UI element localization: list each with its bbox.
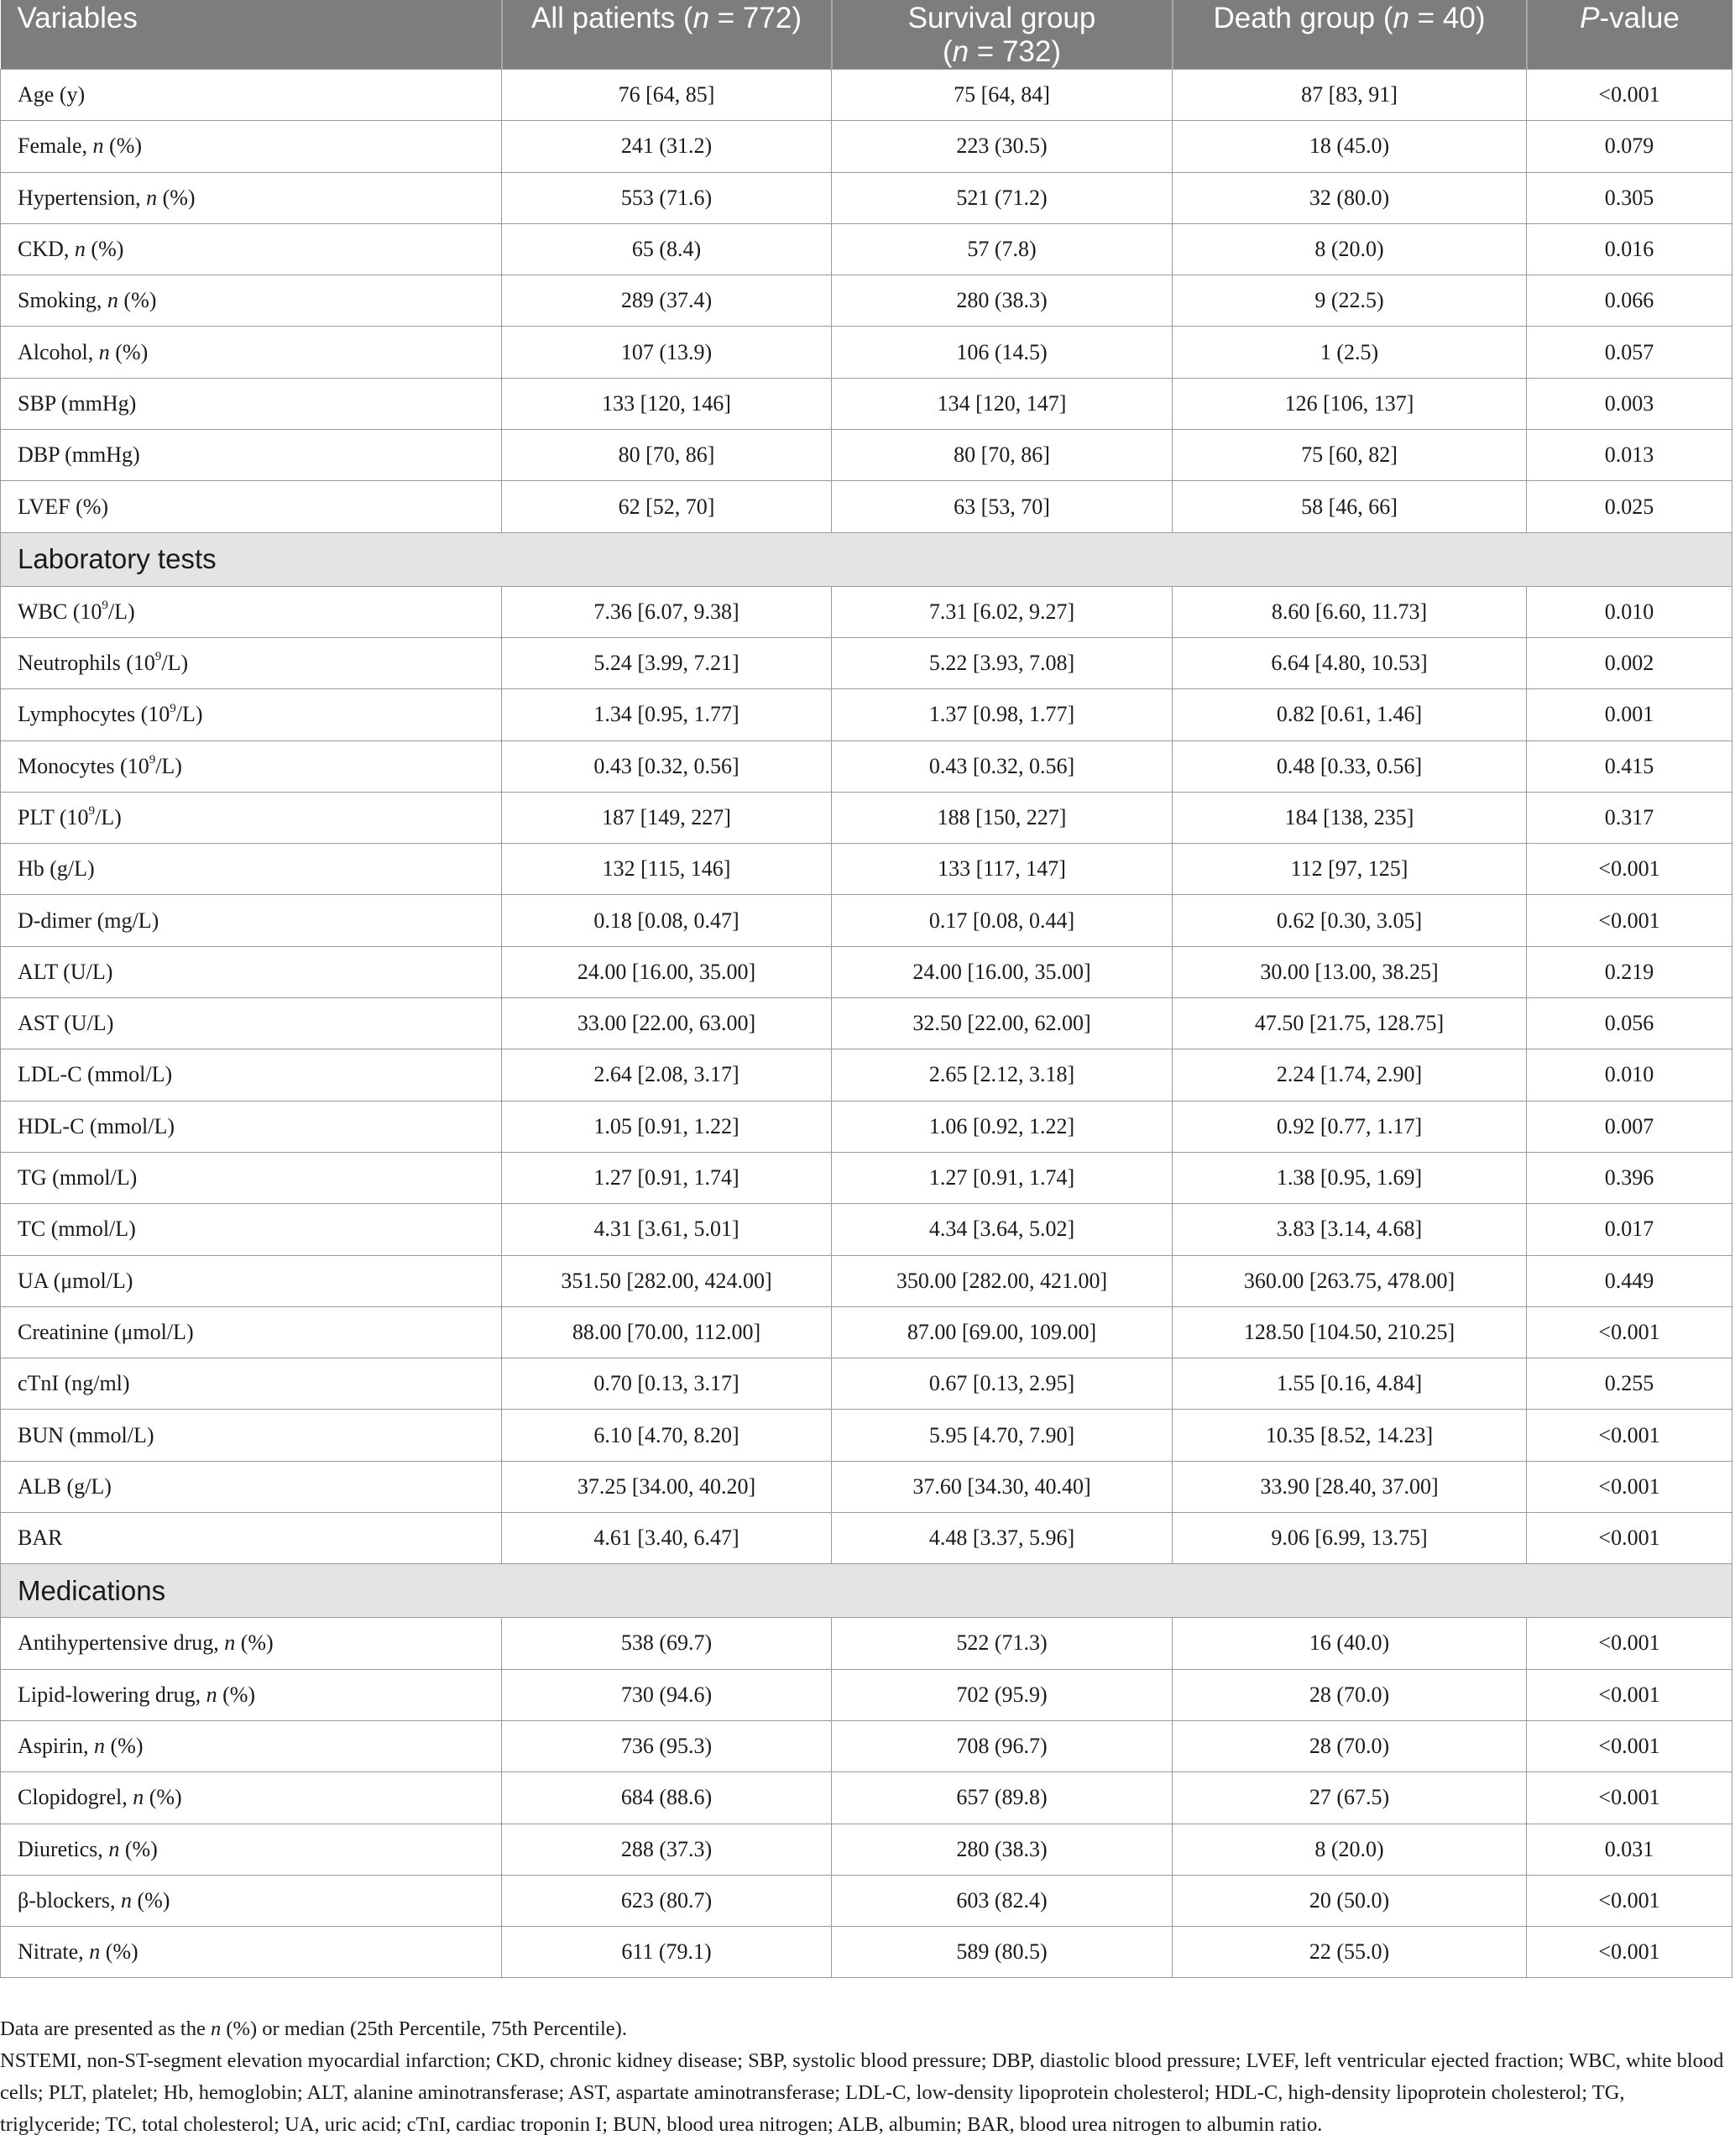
cell-death-group: 9.06 [6.99, 13.75] — [1173, 1513, 1527, 1564]
table-row — [1, 70, 1732, 121]
variable-label: Hypertension, n (%) — [1, 172, 502, 223]
section-title: Medications — [1, 1564, 1732, 1618]
cell-death-group: 47.50 [21.75, 128.75] — [1173, 998, 1527, 1049]
table-row — [1, 1927, 1732, 1978]
header-survival-group: Survival group (n = 732) — [832, 0, 1173, 70]
cell-survival-group: 5.22 [3.93, 7.08] — [832, 637, 1173, 688]
cell-survival-group: 2.65 [2.12, 3.18] — [832, 1049, 1173, 1101]
header-p-value: P-value — [1527, 0, 1732, 70]
variable-label: Nitrate, n (%) — [1, 1927, 502, 1978]
cell-survival-group: 75 [64, 84] — [832, 70, 1173, 121]
cell-death-group: 28 (70.0) — [1173, 1669, 1527, 1720]
cell-all-patients: 351.50 [282.00, 424.00] — [502, 1255, 832, 1306]
cell-all-patients: 553 (71.6) — [502, 172, 832, 223]
table-row — [1, 327, 1732, 378]
cell-p-value: 0.016 — [1527, 223, 1732, 275]
cell-survival-group: 702 (95.9) — [832, 1669, 1173, 1720]
cell-p-value: <0.001 — [1527, 1618, 1732, 1669]
table-row — [1, 481, 1732, 532]
cell-survival-group: 223 (30.5) — [832, 121, 1173, 172]
cell-p-value: 0.317 — [1527, 792, 1732, 843]
cell-death-group: 30.00 [13.00, 38.25] — [1173, 946, 1527, 997]
cell-p-value: <0.001 — [1527, 1720, 1732, 1771]
cell-survival-group: 657 (89.8) — [832, 1772, 1173, 1824]
cell-all-patients: 187 [149, 227] — [502, 792, 832, 843]
table-row — [1, 223, 1732, 275]
cell-all-patients: 107 (13.9) — [502, 327, 832, 378]
cell-all-patients: 24.00 [16.00, 35.00] — [502, 946, 832, 997]
variable-label: ALB (g/L) — [1, 1461, 502, 1512]
cell-death-group: 58 [46, 66] — [1173, 481, 1527, 532]
variable-label: Hb (g/L) — [1, 844, 502, 895]
cell-all-patients: 62 [52, 70] — [502, 481, 832, 532]
header-variables: Variables — [1, 0, 502, 70]
variable-label: BUN (mmol/L) — [1, 1410, 502, 1461]
section-medications — [1, 1564, 1732, 1618]
cell-survival-group: 0.17 [0.08, 0.44] — [832, 895, 1173, 946]
table-row — [1, 946, 1732, 997]
footnote-data-note: Data are presented as the n (%) or median (25th Percentile, 75th Percentile). — [0, 2017, 627, 2040]
cell-all-patients: 538 (69.7) — [502, 1618, 832, 1669]
cell-p-value: 0.001 — [1527, 689, 1732, 740]
cell-p-value: <0.001 — [1527, 1513, 1732, 1564]
cell-all-patients: 684 (88.6) — [502, 1772, 832, 1824]
cell-survival-group: 37.60 [34.30, 40.40] — [832, 1461, 1173, 1512]
cell-all-patients: 0.43 [0.32, 0.56] — [502, 740, 832, 792]
cell-p-value: 0.056 — [1527, 998, 1732, 1049]
variable-label: HDL-C (mmol/L) — [1, 1101, 502, 1152]
variable-label: LVEF (%) — [1, 481, 502, 532]
cell-all-patients: 133 [120, 146] — [502, 378, 832, 429]
cell-p-value: <0.001 — [1527, 1927, 1732, 1978]
cell-death-group: 9 (22.5) — [1173, 275, 1527, 327]
cell-p-value: 0.025 — [1527, 481, 1732, 532]
cell-all-patients: 5.24 [3.99, 7.21] — [502, 637, 832, 688]
cell-all-patients: 730 (94.6) — [502, 1669, 832, 1720]
cell-death-group: 27 (67.5) — [1173, 1772, 1527, 1824]
table-row — [1, 740, 1732, 792]
table-row — [1, 121, 1732, 172]
cell-p-value: <0.001 — [1527, 1875, 1732, 1926]
table-row — [1, 378, 1732, 429]
cell-survival-group: 589 (80.5) — [832, 1927, 1173, 1978]
cell-all-patients: 76 [64, 85] — [502, 70, 832, 121]
variable-label: Creatinine (μmol/L) — [1, 1306, 502, 1358]
cell-all-patients: 1.05 [0.91, 1.22] — [502, 1101, 832, 1152]
cell-p-value: 0.057 — [1527, 327, 1732, 378]
cell-death-group: 0.62 [0.30, 3.05] — [1173, 895, 1527, 946]
footnote-abbreviations: NSTEMI, non-ST-segment elevation myocardial infarction; CKD, chronic kidney disease; SBP, systolic blood pressure; DBP, diastolic blood pressure; LVEF, left ventricular ejected fraction; WBC, white blood cells; PLT, platelet; Hb, hemoglobin; ALT, alanine aminotransferase; AST, aspartate aminotransferase; LDL-C, low-density lipoprotein cholesterol; HDL-C, high-density lipoprotein cholesterol; TG, triglyceride; TC, total cholesterol; UA, uric acid; cTnI, cardiac troponin I; BUN, blood urea nitrogen; ALB, albumin; BAR, blood urea nitrogen to albumin ratio. — [0, 2049, 1724, 2136]
table-row — [1, 1101, 1732, 1152]
cell-survival-group: 57 (7.8) — [832, 223, 1173, 275]
variable-label: Lymphocytes $(10^9/L)$ — [1, 689, 502, 740]
cell-all-patients: 7.36 [6.07, 9.38] — [502, 586, 832, 637]
cell-survival-group: 0.67 [0.13, 2.95] — [832, 1358, 1173, 1410]
variable-label: Age (y) — [1, 70, 502, 121]
cell-p-value: 0.002 — [1527, 637, 1732, 688]
cell-p-value: 0.003 — [1527, 378, 1732, 429]
cell-death-group: 1.38 [0.95, 1.69] — [1173, 1152, 1527, 1203]
cell-p-value: 0.415 — [1527, 740, 1732, 792]
table-row — [1, 172, 1732, 223]
table-row — [1, 275, 1732, 327]
cell-survival-group: 133 [117, 147] — [832, 844, 1173, 895]
cell-all-patients: 33.00 [22.00, 63.00] — [502, 998, 832, 1049]
cell-survival-group: 280 (38.3) — [832, 1824, 1173, 1875]
table-row — [1, 844, 1732, 895]
variable-label: Neutrophils $(10^9/L)$ — [1, 637, 502, 688]
cell-survival-group: 4.34 [3.64, 5.02] — [832, 1204, 1173, 1255]
cell-death-group: 22 (55.0) — [1173, 1927, 1527, 1978]
cell-survival-group: 5.95 [4.70, 7.90] — [832, 1410, 1173, 1461]
cell-all-patients: 132 [115, 146] — [502, 844, 832, 895]
variable-label: UA (μmol/L) — [1, 1255, 502, 1306]
cell-death-group: 3.83 [3.14, 4.68] — [1173, 1204, 1527, 1255]
header-row — [1, 0, 1732, 70]
cell-all-patients: 623 (80.7) — [502, 1875, 832, 1926]
cell-death-group: 8 (20.0) — [1173, 1824, 1527, 1875]
cell-p-value: 0.396 — [1527, 1152, 1732, 1203]
variable-label: Lipid-lowering drug, n (%) — [1, 1669, 502, 1720]
table-row — [1, 1772, 1732, 1824]
cell-death-group: 0.48 [0.33, 0.56] — [1173, 740, 1527, 792]
cell-death-group: 6.64 [4.80, 10.53] — [1173, 637, 1527, 688]
table-row — [1, 1824, 1732, 1875]
section-title: Laboratory tests — [1, 532, 1732, 586]
table-row — [1, 1875, 1732, 1926]
cell-survival-group: 1.27 [0.91, 1.74] — [832, 1152, 1173, 1203]
cell-survival-group: 80 [70, 86] — [832, 430, 1173, 481]
variable-label: SBP (mmHg) — [1, 378, 502, 429]
cell-survival-group: 521 (71.2) — [832, 172, 1173, 223]
cell-all-patients: 0.70 [0.13, 3.17] — [502, 1358, 832, 1410]
cell-death-group: 32 (80.0) — [1173, 172, 1527, 223]
cell-survival-group: 350.00 [282.00, 421.00] — [832, 1255, 1173, 1306]
table-row — [1, 689, 1732, 740]
cell-all-patients: 6.10 [4.70, 8.20] — [502, 1410, 832, 1461]
cell-death-group: 87 [83, 91] — [1173, 70, 1527, 121]
section-laboratory-tests — [1, 532, 1732, 586]
variable-label: ALT (U/L) — [1, 946, 502, 997]
variable-label: Antihypertensive drug, n (%) — [1, 1618, 502, 1669]
cell-death-group: 128.50 [104.50, 210.25] — [1173, 1306, 1527, 1358]
variable-label: cTnI (ng/ml) — [1, 1358, 502, 1410]
cell-death-group: 10.35 [8.52, 14.23] — [1173, 1410, 1527, 1461]
table-row — [1, 1049, 1732, 1101]
table-row — [1, 1461, 1732, 1512]
variable-label: Female, n (%) — [1, 121, 502, 172]
cell-p-value: 0.010 — [1527, 1049, 1732, 1101]
cell-all-patients: 289 (37.4) — [502, 275, 832, 327]
variable-label: Monocytes $(10^9/L)$ — [1, 740, 502, 792]
cell-survival-group: 7.31 [6.02, 9.27] — [832, 586, 1173, 637]
table-row — [1, 792, 1732, 843]
cell-all-patients: 80 [70, 86] — [502, 430, 832, 481]
cell-p-value: <0.001 — [1527, 1306, 1732, 1358]
table-row — [1, 1669, 1732, 1720]
table-footnote — [0, 2013, 1729, 2141]
cell-all-patients: 288 (37.3) — [502, 1824, 832, 1875]
cell-p-value: <0.001 — [1527, 70, 1732, 121]
variable-label: Alcohol, n (%) — [1, 327, 502, 378]
table-row — [1, 998, 1732, 1049]
cell-survival-group: 32.50 [22.00, 62.00] — [832, 998, 1173, 1049]
variable-label: LDL-C (mmol/L) — [1, 1049, 502, 1101]
cell-death-group: 0.82 [0.61, 1.46] — [1173, 689, 1527, 740]
cell-p-value: 0.013 — [1527, 430, 1732, 481]
cell-death-group: 2.24 [1.74, 2.90] — [1173, 1049, 1527, 1101]
cell-all-patients: 4.31 [3.61, 5.01] — [502, 1204, 832, 1255]
cell-death-group: 360.00 [263.75, 478.00] — [1173, 1255, 1527, 1306]
cell-all-patients: 37.25 [34.00, 40.20] — [502, 1461, 832, 1512]
cell-p-value: <0.001 — [1527, 844, 1732, 895]
cell-p-value: 0.066 — [1527, 275, 1732, 327]
cell-p-value: 0.031 — [1527, 1824, 1732, 1875]
cell-death-group: 184 [138, 235] — [1173, 792, 1527, 843]
cell-all-patients: 2.64 [2.08, 3.17] — [502, 1049, 832, 1101]
header-death-group: Death group (n = 40) — [1173, 0, 1527, 70]
variable-label: Clopidogrel, n (%) — [1, 1772, 502, 1824]
variable-label: AST (U/L) — [1, 998, 502, 1049]
cell-p-value: <0.001 — [1527, 1461, 1732, 1512]
header-all-patients: All patients (n = 772) — [502, 0, 832, 70]
table-row — [1, 1358, 1732, 1410]
variable-label: β-blockers, n (%) — [1, 1875, 502, 1926]
cell-death-group: 1.55 [0.16, 4.84] — [1173, 1358, 1527, 1410]
cell-death-group: 0.92 [0.77, 1.17] — [1173, 1101, 1527, 1152]
cell-survival-group: 522 (71.3) — [832, 1618, 1173, 1669]
variable-label: Diuretics, n (%) — [1, 1824, 502, 1875]
cell-survival-group: 188 [150, 227] — [832, 792, 1173, 843]
cell-survival-group: 1.37 [0.98, 1.77] — [832, 689, 1173, 740]
variable-label: Aspirin, n (%) — [1, 1720, 502, 1771]
cell-survival-group: 24.00 [16.00, 35.00] — [832, 946, 1173, 997]
cell-p-value: 0.010 — [1527, 586, 1732, 637]
cell-survival-group: 63 [53, 70] — [832, 481, 1173, 532]
cell-all-patients: 88.00 [70.00, 112.00] — [502, 1306, 832, 1358]
table-row — [1, 430, 1732, 481]
cell-p-value: <0.001 — [1527, 1772, 1732, 1824]
cell-p-value: <0.001 — [1527, 1669, 1732, 1720]
variable-label: BAR — [1, 1513, 502, 1564]
cell-death-group: 16 (40.0) — [1173, 1618, 1527, 1669]
cell-death-group: 75 [60, 82] — [1173, 430, 1527, 481]
cell-all-patients: 4.61 [3.40, 6.47] — [502, 1513, 832, 1564]
cell-all-patients: 65 (8.4) — [502, 223, 832, 275]
table-row — [1, 1152, 1732, 1203]
table-row — [1, 637, 1732, 688]
variable-label: D-dimer (mg/L) — [1, 895, 502, 946]
variable-label: Smoking, n (%) — [1, 275, 502, 327]
table-row — [1, 586, 1732, 637]
variable-label: WBC $(10^9/L)$ — [1, 586, 502, 637]
cell-p-value: <0.001 — [1527, 895, 1732, 946]
variable-label: CKD, n (%) — [1, 223, 502, 275]
cell-survival-group: 280 (38.3) — [832, 275, 1173, 327]
cell-p-value: 0.017 — [1527, 1204, 1732, 1255]
cell-p-value: 0.007 — [1527, 1101, 1732, 1152]
cell-death-group: 1 (2.5) — [1173, 327, 1527, 378]
table-row — [1, 1513, 1732, 1564]
cell-all-patients: 1.27 [0.91, 1.74] — [502, 1152, 832, 1203]
cell-death-group: 8.60 [6.60, 11.73] — [1173, 586, 1527, 637]
cell-death-group: 18 (45.0) — [1173, 121, 1527, 172]
cell-death-group: 112 [97, 125] — [1173, 844, 1527, 895]
cell-death-group: 20 (50.0) — [1173, 1875, 1527, 1926]
cell-p-value: 0.305 — [1527, 172, 1732, 223]
variable-label: TC (mmol/L) — [1, 1204, 502, 1255]
cell-p-value: 0.219 — [1527, 946, 1732, 997]
cell-all-patients: 1.34 [0.95, 1.77] — [502, 689, 832, 740]
cell-survival-group: 0.43 [0.32, 0.56] — [832, 740, 1173, 792]
cell-death-group: 28 (70.0) — [1173, 1720, 1527, 1771]
table-row — [1, 895, 1732, 946]
cell-p-value: 0.255 — [1527, 1358, 1732, 1410]
table-row — [1, 1255, 1732, 1306]
cell-survival-group: 106 (14.5) — [832, 327, 1173, 378]
variable-label: TG (mmol/L) — [1, 1152, 502, 1203]
table-row — [1, 1204, 1732, 1255]
cell-death-group: 33.90 [28.40, 37.00] — [1173, 1461, 1527, 1512]
cell-p-value: <0.001 — [1527, 1410, 1732, 1461]
cell-all-patients: 736 (95.3) — [502, 1720, 832, 1771]
cell-p-value: 0.449 — [1527, 1255, 1732, 1306]
cell-survival-group: 708 (96.7) — [832, 1720, 1173, 1771]
cell-survival-group: 4.48 [3.37, 5.96] — [832, 1513, 1173, 1564]
cell-all-patients: 611 (79.1) — [502, 1927, 832, 1978]
cell-p-value: 0.079 — [1527, 121, 1732, 172]
cell-death-group: 126 [106, 137] — [1173, 378, 1527, 429]
cell-survival-group: 87.00 [69.00, 109.00] — [832, 1306, 1173, 1358]
cell-survival-group: 134 [120, 147] — [832, 378, 1173, 429]
table-row — [1, 1410, 1732, 1461]
cell-all-patients: 0.18 [0.08, 0.47] — [502, 895, 832, 946]
cell-all-patients: 241 (31.2) — [502, 121, 832, 172]
variable-label: PLT $(10^9/L)$ — [1, 792, 502, 843]
variable-label: DBP (mmHg) — [1, 430, 502, 481]
cell-survival-group: 603 (82.4) — [832, 1875, 1173, 1926]
table-row — [1, 1618, 1732, 1669]
table-row — [1, 1306, 1732, 1358]
cell-death-group: 8 (20.0) — [1173, 223, 1527, 275]
table-row — [1, 1720, 1732, 1771]
cell-survival-group: 1.06 [0.92, 1.22] — [832, 1101, 1173, 1152]
